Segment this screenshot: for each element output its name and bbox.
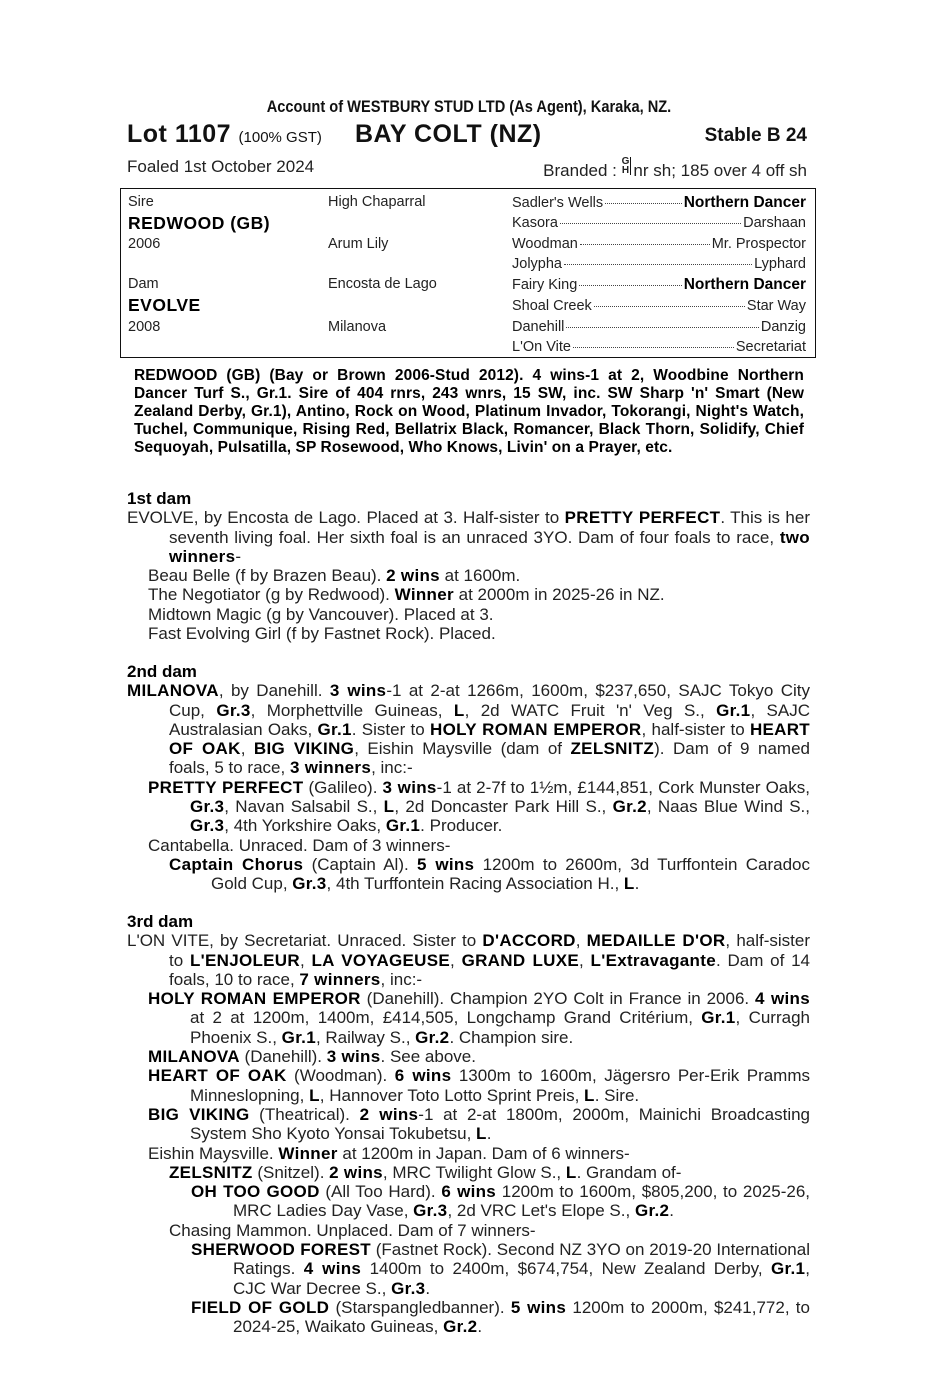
bold-text: 5 wins (510, 1297, 567, 1317)
text: , 4th Turffontein Racing Association H., (326, 874, 624, 894)
text: (Galileo). (303, 777, 383, 797)
text: , MRC Twilight Glow S., (382, 1162, 566, 1182)
bold-text: 2 wins (386, 566, 440, 586)
text: at 1600m. (439, 566, 521, 586)
pedigree-entry (127, 855, 810, 894)
lot-number: Lot 1107 (100% GST) (127, 120, 322, 148)
grandsire-maternal: Encosta de Lago (328, 276, 437, 292)
second-dam-section (127, 662, 810, 894)
pedigree-entry (127, 836, 810, 855)
pedigree-entry (127, 624, 810, 643)
text: -1 at 2-at 1266m, 1600m, $237,650, SAJC Tokyo City Cup, (169, 681, 810, 720)
bold-text: 4 wins (755, 989, 810, 1009)
text: . Sire. (594, 1085, 640, 1105)
bold-text: PRETTY PERFECT (148, 777, 304, 797)
text: , SAJC Australasian Oaks, (169, 700, 811, 739)
great-grandparent-row: Woodman Mr. Prospector (512, 236, 806, 252)
text: (Woodman). (286, 1066, 395, 1086)
text: (Snitzel). (252, 1162, 330, 1182)
text: -1 at 2-7f to 1½m, £144,851, Cork Munster Oaks, (436, 777, 810, 797)
text: 1400m to 2400m, $674,754, New Zealand Derby, (361, 1259, 771, 1279)
text: , (579, 950, 591, 970)
bold-text: HOLY ROMAN EMPEROR (430, 719, 642, 739)
pedigree-entry (127, 585, 810, 604)
pedigree-entry (127, 1240, 810, 1298)
bold-text: ZELSNITZ (169, 1162, 253, 1182)
great-grandparent-row: Danehill Danzig (512, 319, 806, 335)
text: (Captain Al). (303, 854, 417, 874)
text: . (634, 874, 640, 894)
sire-year: 2006 (128, 236, 161, 252)
text: Beau Belle (f by Brazen Beau). (148, 566, 387, 586)
bold-text: OH TOO GOOD (191, 1182, 320, 1202)
bold-text: L'Extravagante (590, 950, 716, 970)
text: at 2000m in 2025-26 in NZ. (453, 585, 665, 605)
text: . This is her seventh living foal. Her sixth foal is an unraced 3YO. Dam of four foals to race, (169, 508, 810, 547)
bold-text: Winner (394, 585, 454, 605)
pedigree-entry (127, 1182, 810, 1221)
bold-text: 6 wins (394, 1066, 452, 1086)
text: , inc:- (371, 758, 413, 778)
text: at 2 at 1200m, 1400m, £414,505, Longchamp Grand Critérium, (190, 1008, 702, 1028)
sire-label: Sire (128, 194, 154, 210)
section-heading: 1st dam (127, 489, 192, 508)
bold-text: Gr.2 (612, 797, 647, 817)
bold-text: SHERWOOD FOREST (191, 1240, 371, 1260)
pedigree-entry (127, 778, 810, 836)
dam-label: Dam (128, 276, 159, 292)
pedigree-entry (127, 931, 810, 989)
text: . See above. (380, 1047, 476, 1067)
text: 1200m to 1600m, $805,200, to 2025-26, MRC Ladies Day Vase, (233, 1182, 810, 1221)
text: 1200m to 2000m, $241,772, to 2024-25, Waikato Guineas, (233, 1297, 810, 1337)
gst-note: (100% GST) (238, 129, 322, 146)
text: , Hannover Toto Lotto Sprint Preis, (319, 1085, 585, 1105)
text: , Naas Blue Wind S., (646, 797, 810, 817)
text: (Starspangledbanner). (329, 1297, 511, 1317)
text: . Producer. (420, 816, 503, 836)
bold-text: 3 wins (329, 681, 387, 701)
great-grandparent-row: Fairy King Northern Dancer (512, 276, 806, 293)
bold-text: BIG VIKING (253, 739, 355, 759)
third-dam-section (127, 912, 810, 1337)
granddam-paternal: Arum Lily (328, 236, 389, 252)
text: , 2d WATC Fruit 'n' Veg S., (464, 700, 717, 720)
pedigree-entry (127, 1144, 810, 1163)
text: , Curragh Phoenix S., (190, 1008, 810, 1047)
pedigree-entry (127, 566, 810, 585)
stable-location: Stable B 24 (704, 125, 807, 146)
bold-text: HEART OF OAK (169, 719, 810, 759)
lot-title: BAY COLT (NZ) (355, 120, 542, 148)
bold-text: Gr.1 (701, 1008, 736, 1028)
bold-text: MILANOVA (127, 681, 219, 701)
text: , half-sister to (169, 931, 811, 970)
text: . Sister to (351, 719, 430, 739)
text: , 4th Yorkshire Oaks, (224, 816, 386, 836)
grandsire-paternal: High Chaparral (328, 194, 426, 210)
bold-text: Gr.1 (317, 719, 352, 739)
text: (Theatrical). (249, 1104, 360, 1124)
text: 1200m to 2600m, 3d Turffontein Caradoc Gold Cup, (211, 854, 811, 894)
text: L'ON VITE, by Secretariat. Unraced. Sister to (127, 931, 483, 951)
bold-text: L'ENJOLEUR (189, 950, 300, 970)
text: . Champion sire. (449, 1027, 574, 1047)
text: . (477, 1317, 483, 1337)
bold-text: L (623, 874, 635, 894)
section-body (127, 508, 810, 643)
bold-text: Gr.3 (292, 874, 327, 894)
pedigree-entry (127, 1221, 810, 1240)
pedigree-entry (127, 1298, 810, 1337)
bold-text: Gr.1 (771, 1259, 806, 1279)
bold-text: Gr.1 (385, 816, 421, 836)
bold-text: Gr.1 (716, 700, 751, 720)
bold-text: FIELD OF GOLD (191, 1297, 330, 1317)
bold-text: HOLY ROMAN EMPEROR (148, 989, 361, 1009)
text: , Navan Salsabil S., (224, 797, 384, 817)
text: ). Dam of 9 named foals, 5 to race, (169, 739, 810, 778)
great-grandparent-row: Kasora Darshaan (512, 215, 806, 231)
text: (All Too Hard). (319, 1182, 442, 1202)
text: . (669, 1201, 674, 1221)
bold-text: MEDAILLE D'OR (586, 931, 726, 951)
text: Chasing Mammon. Unplaced. Dam of 7 winners- (169, 1220, 536, 1240)
pedigree-entry (127, 989, 810, 1047)
section-body (127, 931, 810, 1336)
bold-text: 2 wins (359, 1104, 419, 1124)
bold-text: Gr.3 (190, 797, 225, 817)
sire-name: REDWOOD (GB) (128, 213, 271, 233)
text: , (240, 739, 254, 759)
text: , inc:- (380, 969, 423, 989)
bold-text: ZELSNITZ (570, 739, 655, 759)
great-grandparent-row: Sadler's Wells Northern Dancer (512, 194, 806, 211)
dam-year: 2008 (128, 319, 161, 335)
pedigree-entry (127, 681, 810, 777)
bold-text: 3 wins (382, 777, 437, 797)
text: , (575, 931, 587, 951)
bold-text: L (476, 1124, 487, 1144)
bold-text: Gr.2 (415, 1027, 450, 1047)
section-body (127, 681, 810, 893)
text: , by Danehill. (218, 681, 330, 701)
pedigree-entry (127, 1163, 810, 1182)
pedigree-entry (127, 508, 810, 566)
pedigree-entry (127, 605, 810, 624)
text: Cantabella. Unraced. Dam of 3 winners- (148, 835, 451, 855)
dam-name: EVOLVE (128, 295, 201, 315)
bold-text: Captain Chorus (169, 854, 304, 874)
pedigree-entry (127, 1047, 810, 1066)
bold-text: 7 winners (299, 969, 381, 989)
text: , half-sister to (641, 719, 750, 739)
text: , (450, 950, 462, 970)
bold-text: L (584, 1085, 595, 1105)
bold-text: 6 wins (441, 1182, 497, 1202)
brand-icon: G H (621, 156, 630, 176)
text: . (425, 1278, 431, 1298)
bold-text: HEART OF OAK (148, 1066, 287, 1086)
text: . Grandam of- (576, 1162, 682, 1182)
bold-text: Gr.1 (281, 1027, 316, 1047)
bold-text: D'ACCORD (482, 931, 576, 951)
brand-description: Branded : G H nr sh; 185 over 4 off sh (543, 156, 807, 180)
section-heading: 2nd dam (127, 662, 197, 681)
bold-text: MILANOVA (148, 1047, 240, 1067)
bold-text: L (565, 1162, 577, 1182)
bold-text: L (383, 797, 395, 817)
bold-text: 2 wins (329, 1162, 383, 1182)
sire-summary: REDWOOD (GB) (Bay or Brown 2006-Stud 2012). 4 wins-1 at 2, Woodbine Northern Dancer Turf S., Gr.1. Sire of 404 rnrs, 243 wnrs, 15 SW, inc. SW Sharp 'n' Smart (New Zealand Derby, Gr.1), Antino, Rock on Wood, Platinum Invador, Tokorangi, Night's Watch, Tuchel, Communique, Rising Red, Bellatrix Black, Romancer, Black Thorn, Solidify, Chief Sequoyah, Pulsatilla, SP Rosewood, Who Knows, Livin' on a Prayer, etc. (134, 367, 804, 456)
text: . (486, 1124, 492, 1144)
bold-text: two winners (169, 527, 810, 566)
bold-text: 3 winners (289, 758, 372, 778)
text: The Negotiator (g by Redwood). (148, 585, 395, 605)
great-grandparent-row: Jolypha Lyphard (512, 256, 806, 272)
foaled-date: Foaled 1st October 2024 (127, 157, 315, 176)
first-dam-section (127, 489, 810, 643)
text: - (235, 546, 242, 566)
text: , Railway S., (315, 1027, 416, 1047)
text: . Dam of 14 foals, 10 to race, (169, 950, 811, 989)
bold-text: Gr.3 (391, 1278, 426, 1298)
text: , 2d VRC Let's Elope S., (447, 1201, 635, 1221)
text: , CJC War Decree S., (233, 1259, 811, 1298)
bold-text: LA VOYAGEUSE (311, 950, 451, 970)
text: , Eishin Maysville (dam of (354, 739, 571, 759)
bold-text: Gr.2 (443, 1317, 478, 1337)
bold-text: PRETTY PERFECT (564, 508, 721, 528)
text: Midtown Magic (g by Vancouver). Placed at 3. (148, 604, 494, 624)
bold-text: Gr.3 (216, 700, 251, 720)
bold-text: GRAND LUXE (461, 950, 580, 970)
text: -1 at 2-at 1800m, 2000m, Mainichi Broadcasting System Sho Kyoto Yonsai Tokubetsu, (190, 1104, 811, 1144)
text: , (299, 950, 312, 970)
text: Fast Evolving Girl (f by Fastnet Rock). Placed. (148, 624, 496, 644)
consignor-line: Account of WESTBURY STUD LTD (As Agent), Karaka, NZ. (266, 97, 672, 116)
bold-text: Gr.3 (190, 816, 225, 836)
pedigree-entry (127, 1105, 810, 1144)
text: , Morphettville Guineas, (250, 700, 454, 720)
bold-text: Winner (278, 1143, 338, 1163)
text: 1300m to 1600m, Jägersro Per-Erik Pramms Minneslopning, (190, 1066, 811, 1105)
bold-text: 5 wins (416, 854, 475, 874)
text: (Danehill). (239, 1047, 327, 1067)
bold-text: Gr.3 (413, 1201, 448, 1221)
pedigree-entry (127, 1066, 810, 1105)
bold-text: 4 wins (303, 1259, 362, 1279)
text: Eishin Maysville. (148, 1143, 279, 1163)
bold-text: L (309, 1085, 320, 1105)
section-heading: 3rd dam (127, 912, 194, 931)
text: at 1200m in Japan. Dam of 6 winners- (337, 1143, 630, 1163)
great-grandparent-row: L'On Vite Secretariat (512, 339, 806, 355)
text: EVOLVE, by Encosta de Lago. Placed at 3. Half-sister to (127, 508, 565, 528)
text: (Fastnet Rock). Second NZ 3YO on 2019-20 International Ratings. (233, 1240, 810, 1279)
bold-text: 3 wins (326, 1047, 381, 1067)
bold-text: L (453, 700, 465, 720)
text: (Danehill). Champion 2YO Colt in France in 2006. (360, 989, 756, 1009)
lot-header (127, 120, 807, 154)
bold-text: Gr.2 (634, 1201, 670, 1221)
bold-text: BIG VIKING (148, 1104, 250, 1124)
text: , 2d Doncaster Park Hill S., (394, 797, 613, 817)
great-grandparent-row: Shoal Creek Star Way (512, 298, 806, 314)
granddam-maternal: Milanova (328, 319, 387, 335)
pedigree-table (120, 188, 816, 358)
